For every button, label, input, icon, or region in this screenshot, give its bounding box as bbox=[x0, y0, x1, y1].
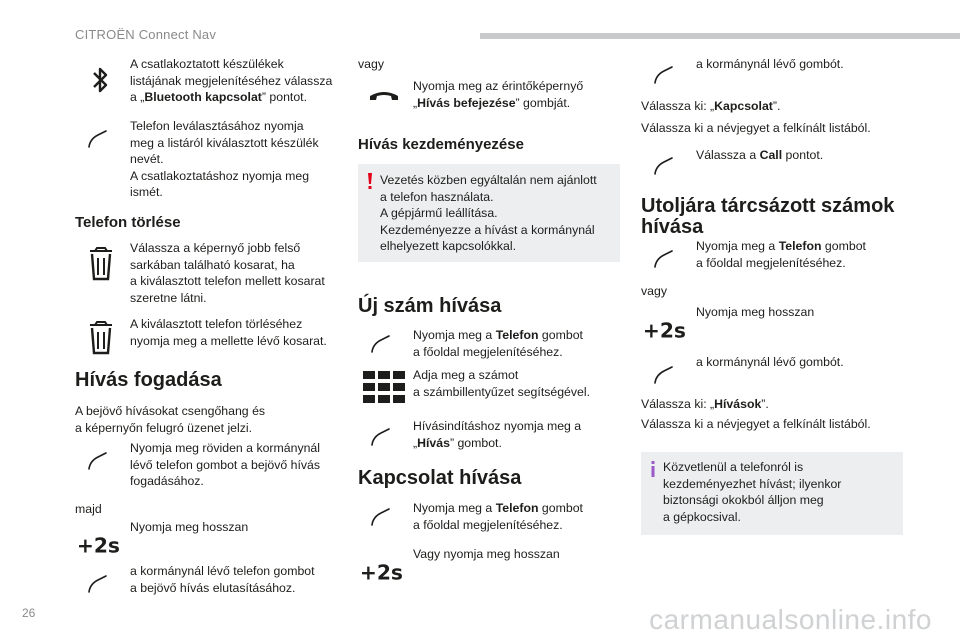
long-press-icon bbox=[641, 308, 693, 352]
rec1-post: gombot bbox=[821, 239, 866, 253]
heading-new-number: Új szám hívása bbox=[358, 295, 502, 317]
steer-row bbox=[641, 56, 903, 92]
disconnect-text-line: ismét. bbox=[130, 185, 163, 199]
end-call-icon bbox=[358, 72, 410, 116]
then-label: majd bbox=[75, 502, 102, 516]
warning-text-line: A gépjármű leállítása. bbox=[380, 206, 498, 220]
two-s-label: +2s bbox=[359, 560, 403, 585]
delete-row-2 bbox=[75, 316, 337, 356]
delete1-text-line: sarkában található kosarat, ha bbox=[130, 257, 295, 272]
reject-row bbox=[75, 563, 337, 603]
info-note bbox=[641, 452, 903, 535]
receive-intro-line: a képernyőn felugró üzenet jelzi. bbox=[75, 420, 253, 435]
tap-icon bbox=[75, 563, 127, 607]
steer-row-2 bbox=[641, 354, 903, 390]
new3-text-line bbox=[413, 435, 620, 452]
new-number-row-3 bbox=[358, 418, 620, 456]
recent-hold-text: Nyomja meg hosszan bbox=[696, 305, 815, 319]
sel-bold: Kapcsolat bbox=[714, 99, 773, 113]
info-icon bbox=[649, 460, 657, 476]
reject-text-line: a bejövő hívás elutasításához. bbox=[130, 580, 296, 595]
contact-row-1 bbox=[358, 500, 620, 538]
or-label: vagy bbox=[358, 57, 384, 71]
tap-icon bbox=[641, 54, 693, 98]
warning-text-line: a telefon használata. bbox=[380, 189, 494, 204]
rec1-text-line: a főoldal megjelenítéséhez. bbox=[696, 255, 846, 270]
new3-text-line: Hívásindításhoz nyomja meg a bbox=[413, 419, 582, 433]
receive-text-line: fogadásához. bbox=[130, 474, 204, 488]
receive-intro bbox=[75, 403, 337, 436]
watermark: carmanualsonline.info bbox=[649, 604, 932, 635]
warning-text-line: elhelyezett kapcsolókkal. bbox=[380, 239, 517, 253]
warning-text-line: Kezdeményezze a hívást a kormánynál bbox=[380, 222, 595, 237]
new1-post: gombot bbox=[538, 328, 583, 342]
or-label: vagy bbox=[641, 284, 667, 298]
select-calls-list: Válassza ki a névjegyet a felkínált listából. bbox=[641, 417, 871, 431]
tap-icon bbox=[641, 238, 693, 282]
receive-intro-line: A bejövő hívásokat csengőhang és bbox=[75, 404, 266, 418]
bluetooth-text-line bbox=[130, 89, 337, 106]
receive-text-line: lévő telefon gombot a bejövő hívás bbox=[130, 457, 321, 472]
new1-text-line bbox=[413, 327, 620, 344]
select-contact-list: Válassza ki a névjegyet a felkínált listából. bbox=[641, 121, 871, 135]
sel2-bold: Hívások bbox=[714, 397, 762, 411]
con1-pre: Nyomja meg a bbox=[413, 501, 496, 515]
heading-recent-line: hívása bbox=[641, 216, 704, 238]
page-number: 26 bbox=[22, 606, 36, 620]
hold-text: Nyomja meg hosszan bbox=[130, 520, 249, 534]
info-text-line: Közvetlenül a telefonról is bbox=[663, 460, 804, 474]
two-s-label: +2s bbox=[642, 318, 686, 343]
page-header bbox=[0, 0, 960, 40]
sel-pre: Válassza ki: „ bbox=[641, 99, 715, 113]
new3-post: ” gombot. bbox=[449, 435, 502, 450]
bluetooth-text-line: listájának megjelenítéséhez válassza bbox=[130, 73, 333, 88]
tap-icon bbox=[641, 354, 693, 398]
select-calls-line bbox=[641, 396, 903, 413]
delete2-text-line: A kiválasztott telefon törléséhez bbox=[130, 317, 303, 331]
new3-pre: „ bbox=[413, 435, 418, 450]
new2-text-line: a számbillentyűzet segítségével. bbox=[413, 384, 591, 399]
call-bold: Call bbox=[759, 148, 783, 162]
sel-post: ”. bbox=[772, 99, 781, 113]
info-text-line: a gépkocsival. bbox=[663, 509, 741, 524]
bluetooth-pre: a „ bbox=[130, 90, 145, 104]
receive-row bbox=[75, 440, 337, 492]
disconnect-text-line: meg a listáról kiválasztott készülék bbox=[130, 135, 319, 150]
contact-row-2 bbox=[358, 546, 620, 586]
bluetooth-icon bbox=[75, 58, 127, 102]
delete1-text-line: Válassza a képernyő jobb felső bbox=[130, 241, 301, 255]
end-call-text-line bbox=[413, 95, 620, 112]
rec1-pre: Nyomja meg a bbox=[696, 239, 779, 253]
header-title: CITROËN Connect Nav bbox=[75, 27, 217, 42]
end-call-pre: „ bbox=[413, 95, 418, 110]
receive-text-line: Nyomja meg röviden a kormánynál bbox=[130, 441, 321, 455]
tap-icon bbox=[358, 416, 410, 460]
keypad-icon bbox=[358, 365, 410, 409]
heading-recent-calls bbox=[641, 196, 894, 238]
tap-icon bbox=[641, 145, 693, 189]
long-press-icon bbox=[358, 550, 410, 594]
bluetooth-row bbox=[75, 56, 337, 108]
recent-hold-row bbox=[641, 304, 903, 344]
trash-icon bbox=[75, 316, 127, 360]
warning-icon bbox=[366, 172, 374, 188]
new1-bold: Telefon bbox=[495, 328, 539, 342]
disconnect-text-line: Telefon leválasztásához nyomja bbox=[130, 119, 304, 133]
call-row bbox=[641, 147, 903, 183]
steer2-text: a kormánynál lévő gombót. bbox=[696, 355, 844, 369]
warning-note bbox=[358, 164, 620, 262]
delete2-text-line: nyomja meg a mellette lévő kosarat. bbox=[130, 333, 327, 348]
tap-icon bbox=[358, 323, 410, 367]
trash-icon bbox=[75, 242, 127, 286]
new1-pre: Nyomja meg a bbox=[413, 328, 496, 342]
sel2-pre: Válassza ki: „ bbox=[641, 397, 715, 411]
rec1-bold: Telefon bbox=[778, 239, 822, 253]
disconnect-text-line: nevét. bbox=[130, 152, 164, 166]
new1-text-line: a főoldal megjelenítéséhez. bbox=[413, 344, 563, 359]
reject-text-line: a kormánynál lévő telefon gombot bbox=[130, 564, 315, 578]
heading-call-contact: Kapcsolat hívása bbox=[358, 467, 522, 489]
con2-text: Vagy nyomja meg hosszan bbox=[413, 547, 560, 561]
select-contact-line bbox=[641, 98, 903, 115]
new3-bold: Hívás bbox=[417, 435, 450, 450]
delete-row-1 bbox=[75, 240, 337, 310]
warning-text-line: Vezetés közben egyáltalán nem ajánlott bbox=[380, 173, 597, 187]
call-pre: Válassza a bbox=[696, 148, 760, 162]
bluetooth-bold: Bluetooth kapcsolat bbox=[144, 90, 262, 104]
con1-text-line bbox=[413, 500, 620, 517]
recent-row-1 bbox=[641, 238, 903, 276]
tap-icon bbox=[75, 440, 127, 484]
new-number-row-2 bbox=[358, 367, 620, 407]
sel2-post: ”. bbox=[761, 397, 769, 411]
hold-row bbox=[75, 519, 337, 557]
call-post: pontot. bbox=[782, 148, 824, 162]
end-call-row bbox=[358, 78, 620, 118]
disconnect-text-line: A csatlakoztatáshoz nyomja meg bbox=[130, 168, 310, 183]
steer-text: a kormánynál lévő gombót. bbox=[696, 57, 844, 71]
heading-recent-line: Utoljára tárcsázott számok bbox=[641, 195, 895, 217]
delete1-text-line: szeretne látni. bbox=[130, 290, 207, 305]
info-text-line: biztonsági okokból álljon meg bbox=[663, 493, 824, 507]
con1-post: gombot bbox=[538, 501, 583, 515]
heading-initiate-call: Hívás kezdeményezése bbox=[358, 136, 524, 153]
tap-icon bbox=[358, 496, 410, 540]
new2-text-line: Adja meg a számot bbox=[413, 368, 519, 382]
delete1-text-line: a kiválasztott telefon mellett kosarat bbox=[130, 274, 325, 288]
end-call-text-line: Nyomja meg az érintőképernyő bbox=[413, 79, 584, 93]
long-press-icon bbox=[75, 523, 127, 567]
heading-receive-call: Hívás fogadása bbox=[75, 369, 222, 391]
new-number-row-1 bbox=[358, 327, 620, 365]
end-call-post: ” gombját. bbox=[515, 95, 571, 110]
bluetooth-post: ” pontot. bbox=[261, 90, 308, 104]
header-bar bbox=[480, 33, 960, 39]
end-call-bold: Hívás befejezése bbox=[417, 95, 516, 110]
bluetooth-text-line: A csatlakoztatott készülékek bbox=[130, 57, 284, 71]
con1-bold: Telefon bbox=[495, 501, 539, 515]
two-s-label: +2s bbox=[76, 533, 120, 558]
con1-text-line: a főoldal megjelenítéséhez. bbox=[413, 517, 563, 532]
heading-delete-phone: Telefon törlése bbox=[75, 214, 181, 231]
disconnect-row bbox=[75, 118, 337, 202]
info-text-line: kezdeményezhet hívást; ilyenkor bbox=[663, 476, 842, 491]
rec1-text-line bbox=[696, 238, 903, 255]
tap-icon bbox=[75, 118, 127, 162]
